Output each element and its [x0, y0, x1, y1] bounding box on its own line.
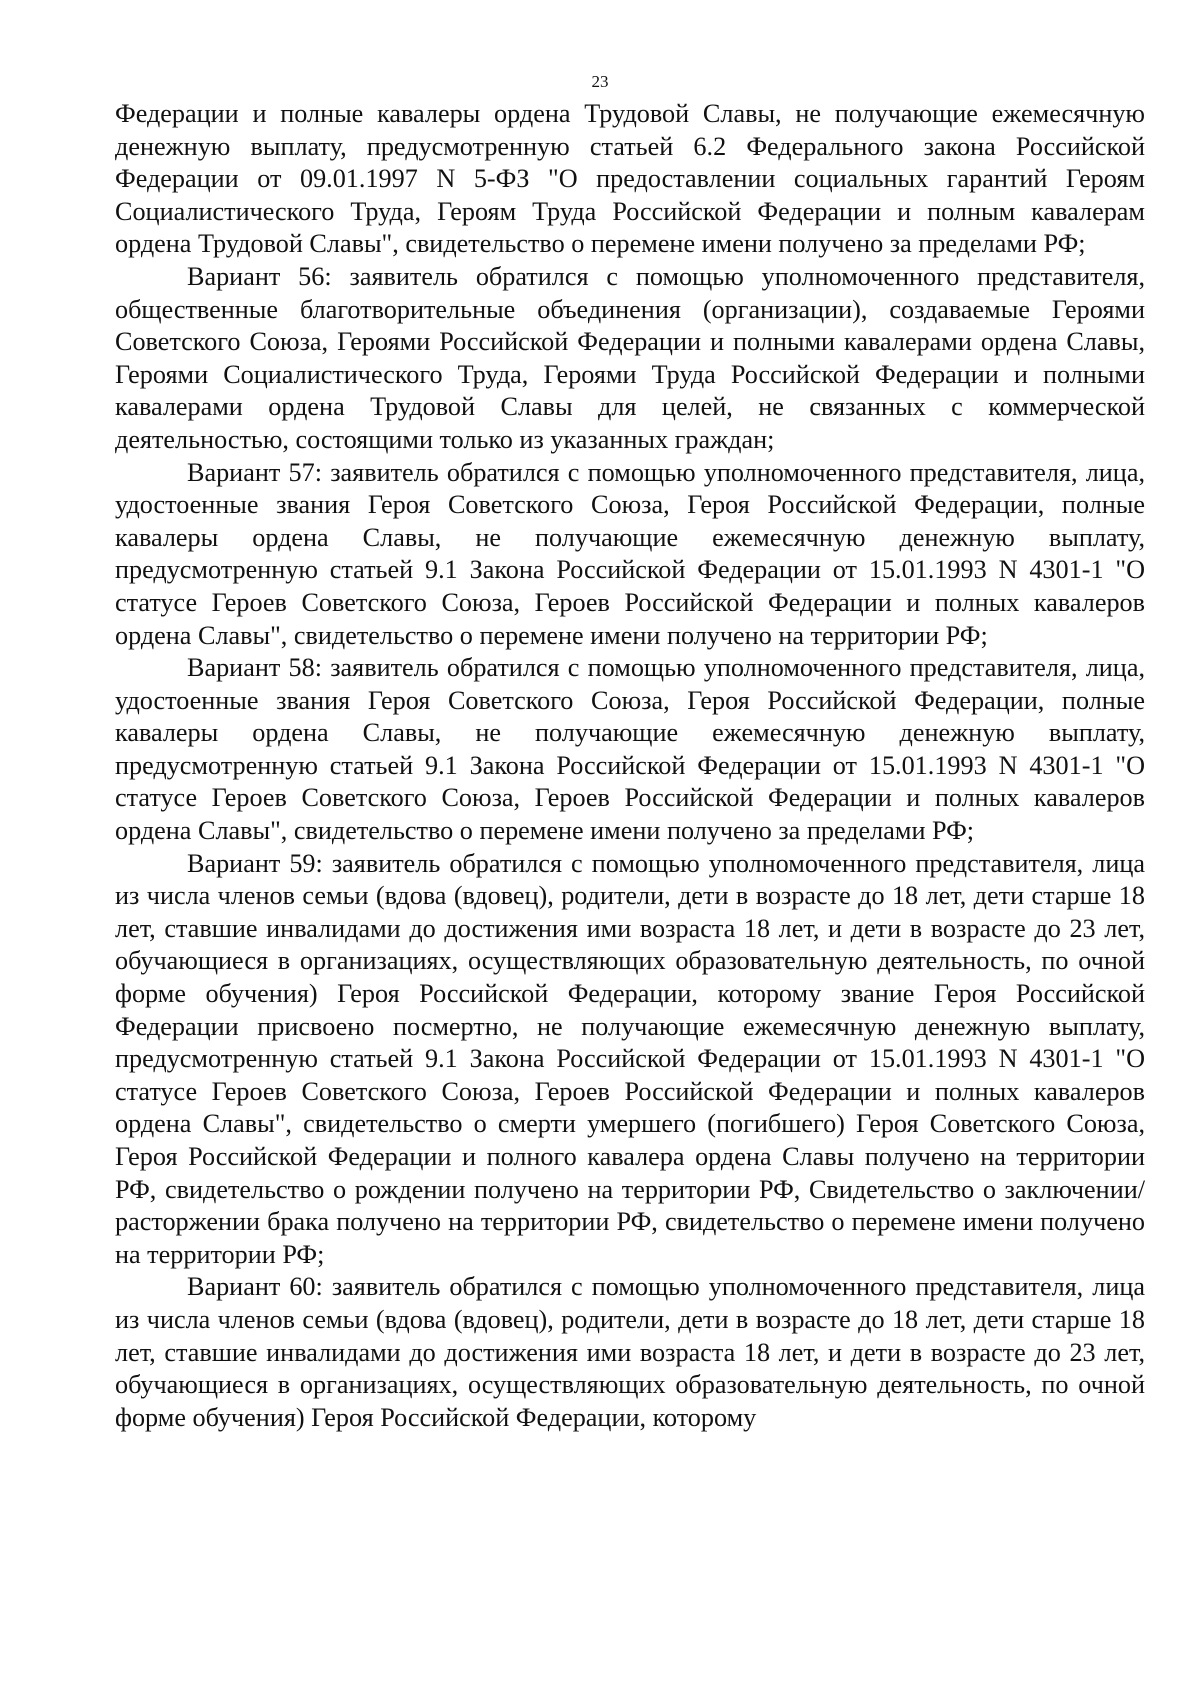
paragraph-variant-56: Вариант 56: заявитель обратился с помощью уполномоченного представителя, общественные благотворительные объединения (организации), создаваемые Героями Советского Союза, Героями Российской Федерации и полными кавалерами ордена Славы, Героями Социалистического Труда, Героями Труда Российской Федерации и полными кавалерами ордена Трудовой Славы для целей, не связанных с коммерческой деятельностью, состоящими только из указанных граждан;: [115, 261, 1145, 454]
paragraph-variant-59: Вариант 59: заявитель обратился с помощью уполномоченного представителя, лица из числа членов семьи (вдова (вдовец), родители, дети в возрасте до 18 лет, дети старше 18 лет, ставшие инвалидами до достижения ими возраста 18 лет, и дети в возрасте до 23 лет, обучающиеся в организациях, осуществляющих образовательную деятельность, по очной форме обучения) Героя Российской Федерации, которому звание Героя Российской Федерации присвоено посмертно, не получающие ежемесячную денежную выплату, предусмотренную статьей 9.1 Закона Российской Федерации от 15.01.1993 N 4301-1 "О статусе Героев Советского Союза, Героев Российской Федерации и полных кавалеров ордена Славы", свидетельство о смерти умершего (погибшего) Героя Советского Союза, Героя Российской Федерации и полного кавалера ордена Славы получено на территории РФ, свидетельство о рождении получено на территории РФ, Свидетельство о заключении/расторжении брака получено на территории РФ, свидетельство о перемене имени получено на территории РФ;: [115, 848, 1145, 1269]
page-number: 23: [591, 72, 609, 91]
document-body: [115, 98, 1145, 1434]
paragraph-variant-60: Вариант 60: заявитель обратился с помощью уполномоченного представителя, лица из числа членов семьи (вдова (вдовец), родители, дети в возрасте до 18 лет, дети старше 18 лет, ставшие инвалидами до достижения ими возраста 18 лет, и дети в возрасте до 23 лет, обучающиеся в организациях, осуществляющих образовательную деятельность, по очной форме обучения) Героя Российской Федерации, которому: [115, 1272, 1145, 1432]
paragraph-variant-58: Вариант 58: заявитель обратился с помощью уполномоченного представителя, лица, удостоенные звания Героя Советского Союза, Героя Российской Федерации, полные кавалеры ордена Славы, не получающие ежемесячную денежную выплату, предусмотренную статьей 9.1 Закона Российской Федерации от 15.01.1993 N 4301-1 "О статусе Героев Советского Союза, Героев Российской Федерации и полных кавалеров ордена Славы", свидетельство о перемене имени получено за пределами РФ;: [115, 653, 1145, 846]
paragraph-variant-57: Вариант 57: заявитель обратился с помощью уполномоченного представителя, лица, удостоенные звания Героя Советского Союза, Героя Российской Федерации, полные кавалеры ордена Славы, не получающие ежемесячную денежную выплату, предусмотренную статьей 9.1 Закона Российской Федерации от 15.01.1993 N 4301-1 "О статусе Героев Советского Союза, Героев Российской Федерации и полных кавалеров ордена Славы", свидетельство о перемене имени получено на территории РФ;: [115, 457, 1145, 650]
paragraph-continuation: Федерации и полные кавалеры ордена Трудовой Славы, не получающие ежемесячную денежную выплату, предусмотренную статьей 6.2 Федерального закона Российской Федерации от 09.01.1997 N 5-ФЗ "О предоставлении социальных гарантий Героям Социалистического Труда, Героям Труда Российской Федерации и полным кавалерам ордена Трудовой Славы", свидетельство о перемене имени получено за пределами РФ;: [115, 99, 1145, 259]
